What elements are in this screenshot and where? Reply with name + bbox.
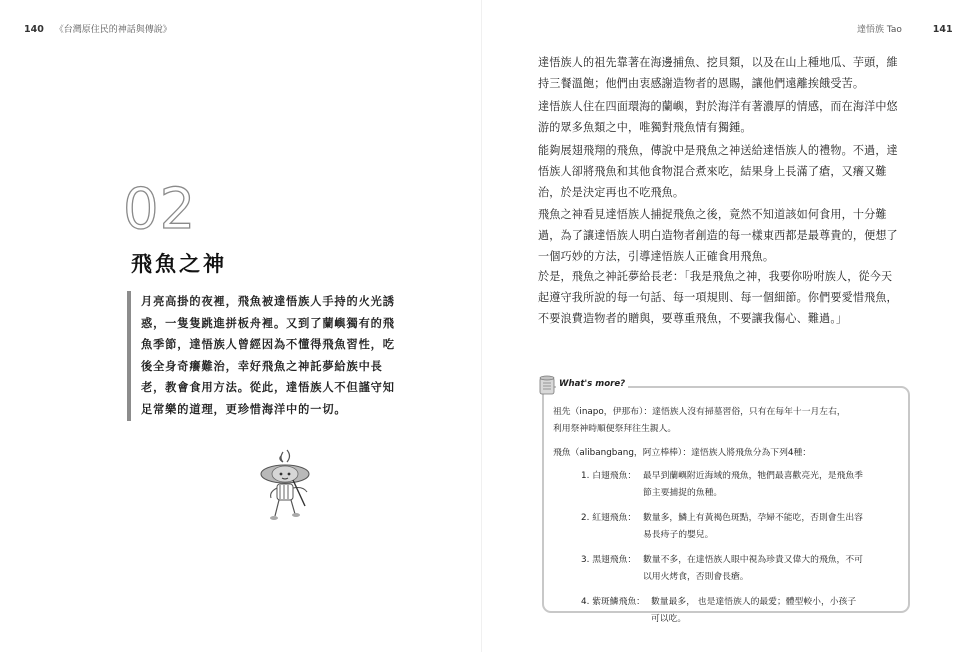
body-line: 飛魚之神看見達悟族人捕捉飛魚之後，竟然不知道該如何食用，十分難 [538, 208, 887, 221]
chapter-number: 02 [123, 177, 197, 242]
flyingfish-item-line: 易長痔子的嬰兒。 [643, 530, 714, 540]
body-line: 過，為了讓達悟族人明白造物者創造的每一樣東西都是最尊貴的，便想了 [538, 229, 898, 242]
body-line: 達悟族人住在四面環海的蘭嶼，對於海洋有著濃厚的情感，而在海洋中悠 [538, 100, 898, 113]
flyingfish-item-name: 2. 紅翅飛魚： [581, 513, 637, 523]
left-page-number: 140 [24, 24, 44, 35]
flyingfish-item [553, 594, 898, 628]
right-header [857, 22, 953, 35]
body-paragraph [538, 140, 910, 203]
ancestor-note-line: 祖先（inapo，伊那布）：達悟族人沒有掃墓習俗，只有在每年十一月左右， [553, 407, 846, 417]
body-paragraph [538, 96, 910, 138]
body-line: 游的眾多魚類之中，唯獨對飛魚情有獨鍾。 [538, 121, 752, 134]
flyingfish-item-line: 以用火烤食，否則會長瘡。 [643, 572, 749, 582]
whats-more-label: What's more? [556, 379, 628, 389]
tribe-name: 達悟族 Tao [857, 25, 902, 35]
intro-line: 惑，一隻隻跳進拼板舟裡。又到了蘭嶼獨有的飛 [141, 316, 395, 330]
flyingfish-item-name: 3. 黑翅飛魚： [581, 555, 637, 565]
whats-more-content [553, 404, 898, 636]
body-line: 能夠展翅飛翔的飛魚，傳說中是飛魚之神送給達悟族人的禮物。不過，達 [538, 144, 898, 157]
flyingfish-item-name: 1. 白翅飛魚： [581, 471, 637, 481]
flyingfish-item [553, 510, 898, 544]
body-line: 治，於是決定再也不吃飛魚。 [538, 186, 685, 199]
right-page-number: 141 [932, 24, 953, 35]
flyingfish-item-line: 數量不多，在達悟族人眼中視為珍貴又偉大的飛魚，不可 [643, 555, 863, 565]
flyingfish-item-line: 可以吃。 [651, 614, 687, 624]
book-title: 《台灣原住民的神話與傳說》 [54, 25, 172, 35]
intro-line: 老，教會食用方法。從此，達悟族人不但謹守知 [141, 381, 395, 395]
body-line: 達悟族人的祖先靠著在海邊捕魚、挖貝類，以及在山上種地瓜、芋頭，維 [538, 56, 898, 69]
body-line: 不要浪費造物者的贈與，要尊重飛魚，不要讓我傷心、難過。」 [538, 312, 848, 325]
flyingfish-item [553, 468, 898, 502]
left-header [24, 22, 172, 35]
ancestor-note-line: 利用祭神時順便祭拜往生親人。 [553, 424, 677, 434]
body-line: 起遵守我所說的每一句話、每一項規則、每一個細節。你們要愛惜飛魚， [538, 291, 898, 304]
body-line: 持三餐溫飽；他們由衷感謝造物者的恩賜，讓他們遠離挨餓受苦。 [538, 77, 865, 90]
flyingfish-item-line: 數量多，鱗上有黃褐色斑點，孕婦不能吃，否則會生出容 [643, 513, 863, 523]
flyingfish-item-name: 4. 紫斑鱗飛魚： [581, 597, 645, 607]
intro-line: 魚季節，達悟族人曾經因為不懂得飛魚習性，吃 [141, 338, 395, 352]
body-line: 一個巧妙的方法，引導達悟族人正確食用飛魚。 [538, 250, 775, 263]
body-line: 於是，飛魚之神託夢給長老：「我是飛魚之神，我要你吩咐族人，從今天 [538, 270, 893, 283]
body-paragraph [538, 266, 910, 329]
chapter-title: 飛魚之神 [131, 252, 227, 276]
body-line: 悟族人卻將飛魚和其他食物混合煮來吃，結果身上長滿了瘡，又癢又難 [538, 165, 887, 178]
intro-line: 後全身奇癢難治，幸好飛魚之神託夢給族中長 [141, 359, 383, 373]
flyingfish-item-line: 節主要捕捉的魚種。 [643, 488, 723, 498]
tao-character-illustration [255, 448, 315, 532]
chapter-intro [127, 291, 421, 421]
intro-line: 足常樂的道理，更珍惜海洋中的一切。 [141, 402, 347, 416]
flyingfish-item-line: 最早到蘭嶼附近海域的飛魚，牠們最喜歡亮光，是飛魚季 [643, 471, 863, 481]
flyingfish-item [553, 552, 898, 586]
intro-line: 月亮高掛的夜裡，飛魚被達悟族人手持的火光誘 [141, 295, 395, 308]
body-paragraph [538, 52, 910, 94]
body-paragraph [538, 204, 910, 267]
flyingfish-item-line: 數量最多， 也是達悟族人的最愛；體型較小，小孩子 [651, 597, 857, 607]
flyingfish-intro: 飛魚（alibangbang，阿立棒棒）：達悟族人將飛魚分為下列4種： [553, 448, 812, 458]
